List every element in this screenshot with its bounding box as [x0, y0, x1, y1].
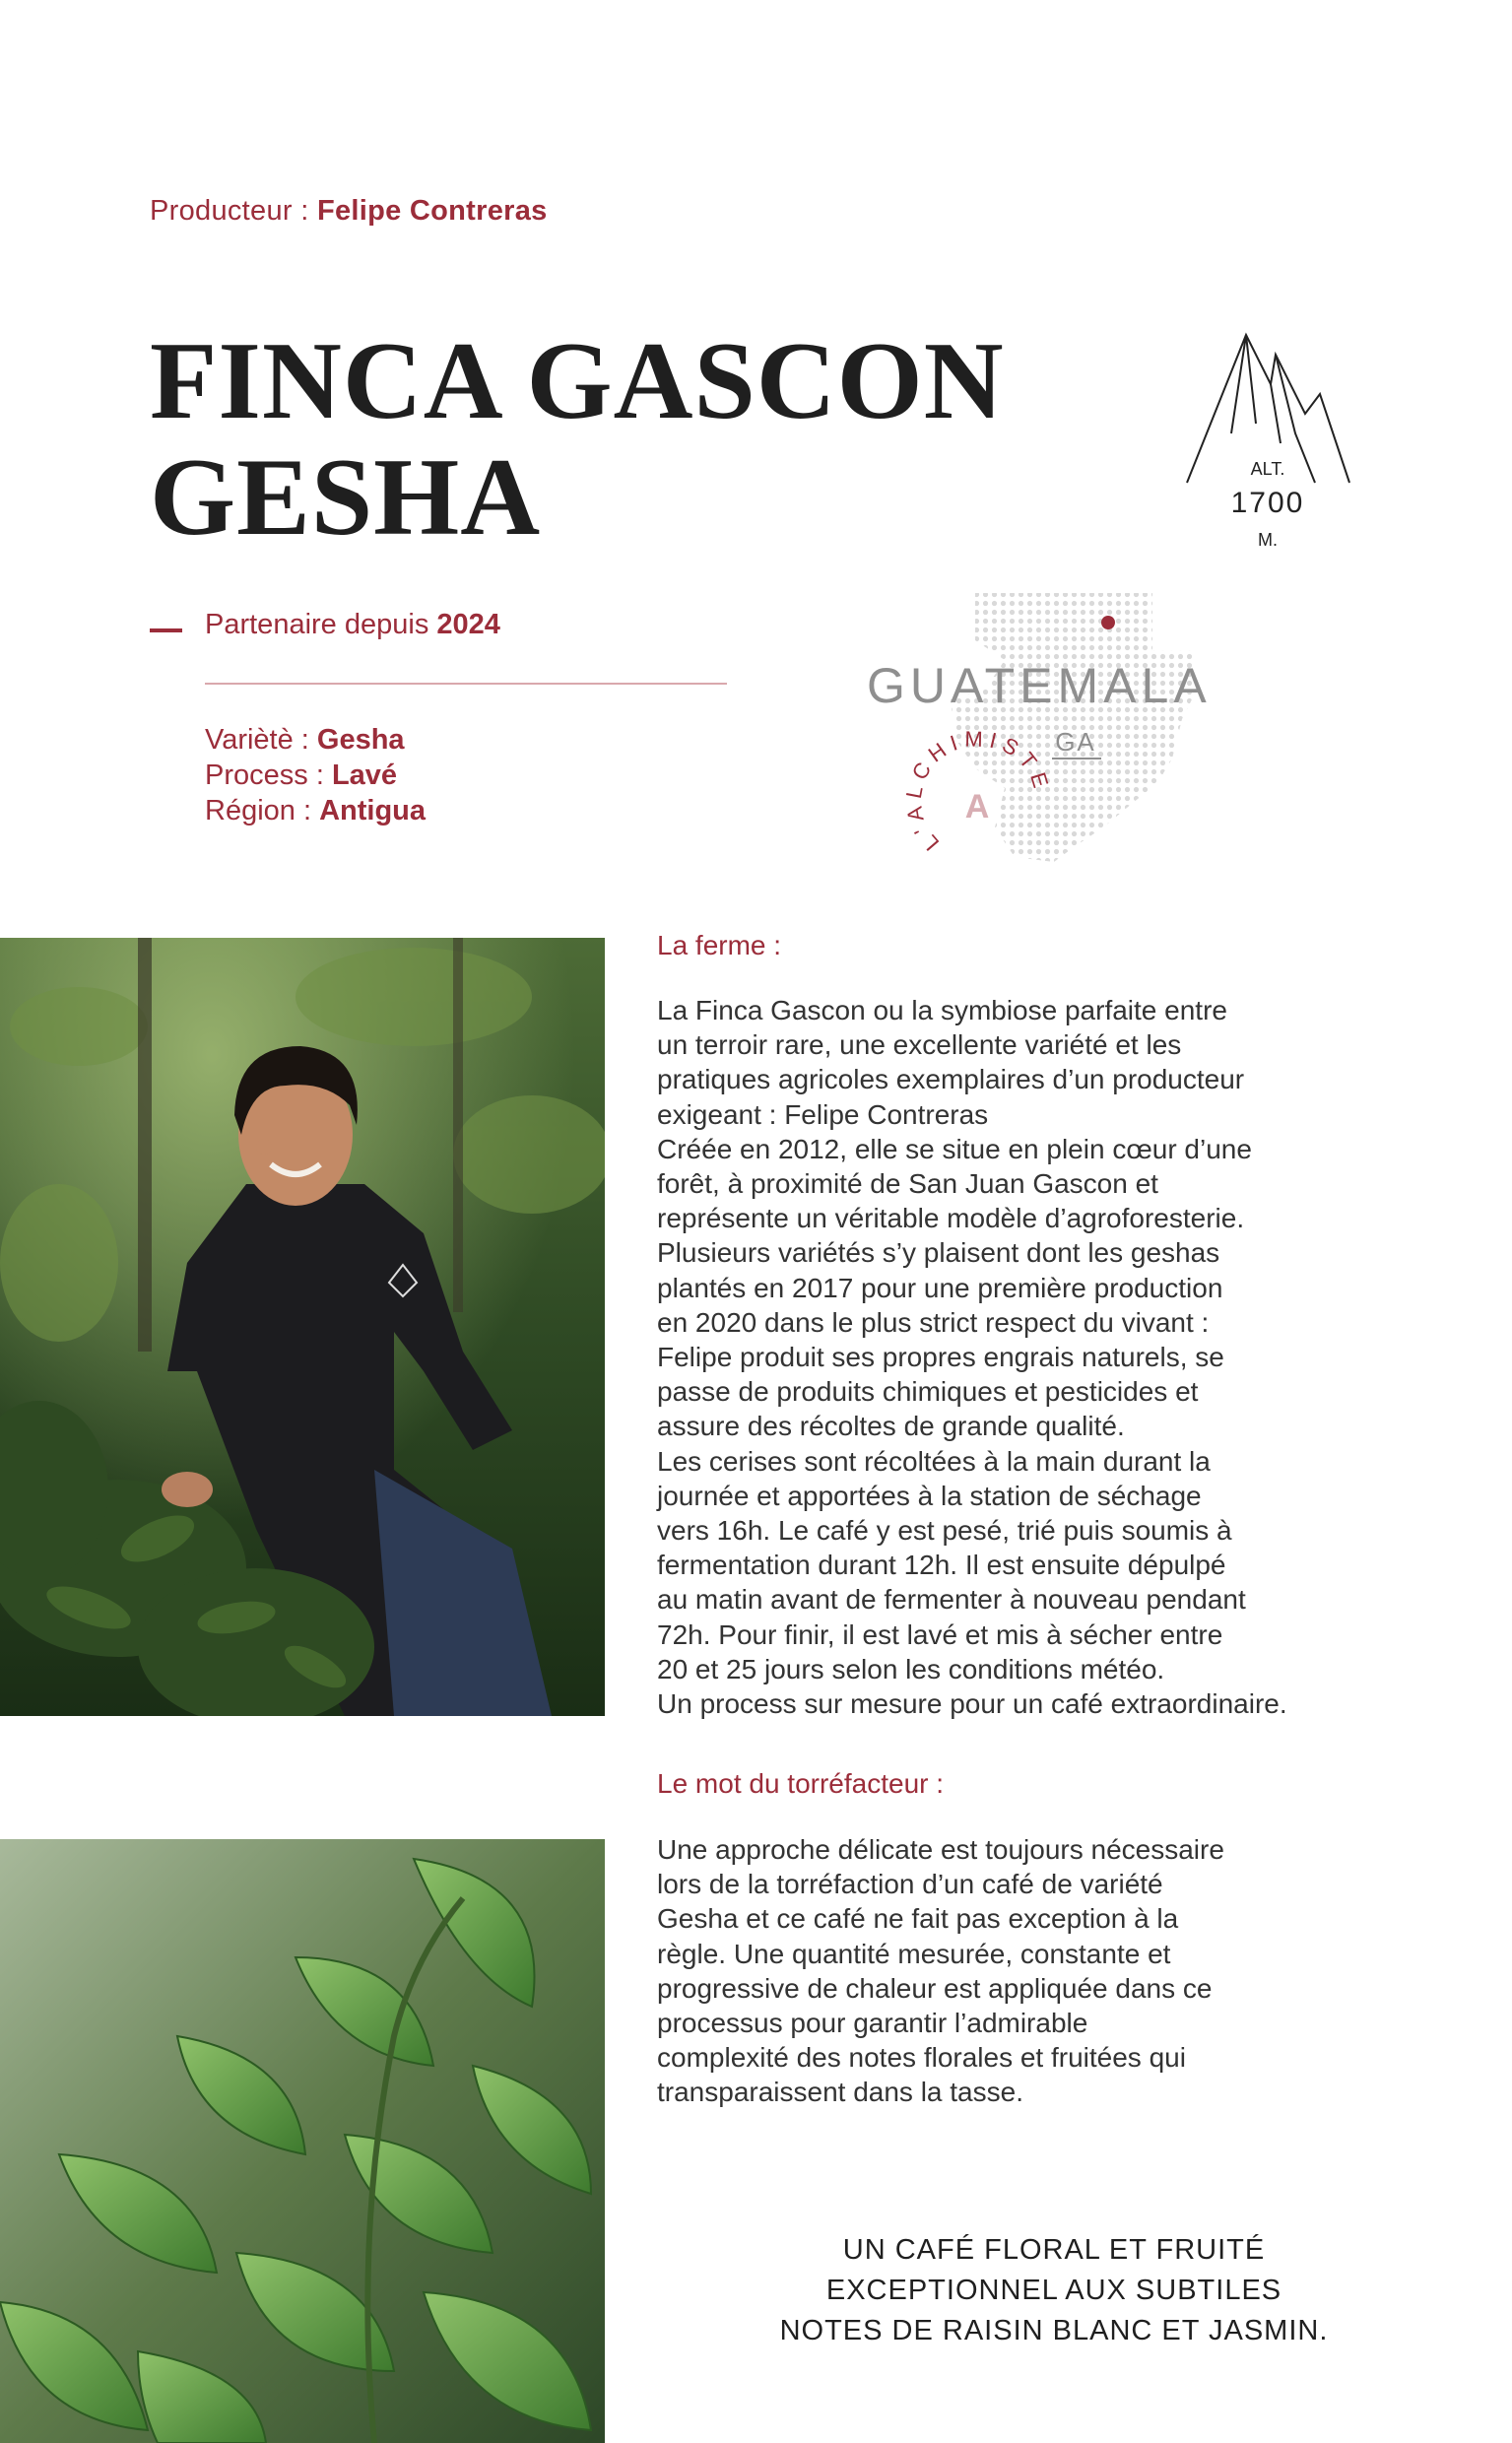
farm-line: journée et apportées à la station de séchage: [657, 1480, 1202, 1511]
farm-line: 72h. Pour finir, il est lavé et mis à sécher entre: [657, 1618, 1223, 1650]
map-country-code: GA: [1055, 727, 1096, 757]
coffee-leaves-photo: [0, 1839, 605, 2443]
svg-text:A: A: [964, 788, 990, 825]
producer-line: [150, 195, 548, 228]
spec-process-label: Process :: [205, 759, 332, 791]
partner-year: 2024: [436, 609, 500, 640]
tagline-line: NOTES DE RAISIN BLANC ET JASMIN.: [779, 2315, 1329, 2346]
spec-variety: [205, 722, 426, 758]
producer-label: Producteur :: [150, 195, 317, 227]
farm-line: vers 16h. Le café y est pesé, trié puis soumis à: [657, 1515, 1232, 1547]
divider: [205, 683, 727, 685]
altitude-value: 1700: [1230, 487, 1305, 519]
farm-line: forêt, à proximité de San Juan Gascon et: [657, 1168, 1158, 1200]
farm-line: plantés en 2017 pour une première production: [657, 1272, 1223, 1303]
farm-description: [657, 993, 1465, 1721]
farm-line: Felipe produit ses propres engrais naturels, se: [657, 1342, 1224, 1373]
title-line-2: GESHA: [150, 436, 542, 559]
roaster-line: Une approche délicate est toujours nécessaire: [657, 1834, 1224, 1865]
farm-line: Les cerises sont récoltées à la main durant la: [657, 1445, 1211, 1477]
partner-dash: [150, 628, 182, 632]
spec-region-value: Antigua: [319, 795, 427, 826]
spec-process-value: Lavé: [331, 759, 398, 791]
roaster-line: processus pour garantir l’admirable: [657, 2008, 1088, 2039]
producer-name: Felipe Contreras: [316, 195, 548, 227]
farm-line: Créée en 2012, elle se situe en plein cœur d’une: [657, 1133, 1252, 1164]
roaster-description: [657, 1832, 1465, 2110]
farm-line: exigeant : Felipe Contreras: [657, 1098, 989, 1130]
spec-variety-value: Gesha: [316, 724, 405, 756]
svg-text:L'ALCHIMISTE: L'ALCHIMISTE: [900, 726, 1056, 856]
farm-line: passe de produits chimiques et pesticides et: [657, 1376, 1199, 1408]
producer-photo: [0, 938, 605, 1716]
spec-variety-label: Variètè :: [205, 724, 317, 756]
farm-line: représente un véritable modèle d’agroforesterie.: [657, 1203, 1245, 1234]
page-title: [150, 320, 1005, 559]
farm-line: un terroir rare, une excellente variété et les: [657, 1029, 1182, 1061]
farm-line: La Finca Gascon ou la symbiose parfaite entre: [657, 995, 1227, 1025]
spec-region-label: Région :: [205, 795, 320, 826]
farm-line: en 2020 dans le plus strict respect du vivant :: [657, 1306, 1210, 1338]
tasting-tagline: [690, 2230, 1418, 2351]
partner-label: Partenaire depuis: [205, 609, 437, 640]
roaster-line: lors de la torréfaction d’un café de variété: [657, 1869, 1163, 1900]
farm-line: Plusieurs variétés s’y plaisent dont les geshas: [657, 1237, 1220, 1269]
tagline-line: UN CAFÉ FLORAL ET FRUITÉ: [842, 2234, 1266, 2266]
partner-line: [205, 609, 500, 641]
coffee-specs: [205, 722, 426, 828]
map-country-label: GUATEMALA: [867, 658, 1212, 713]
farm-line: au matin avant de fermenter à nouveau pendant: [657, 1584, 1246, 1616]
spec-region: [205, 793, 426, 828]
roaster-heading: Le mot du torréfacteur :: [657, 1768, 945, 1799]
roaster-line: règle. Une quantité mesurée, constante et: [657, 1938, 1171, 1969]
farm-line: fermentation durant 12h. Il est ensuite dépulpé: [657, 1550, 1226, 1581]
spec-process: [205, 758, 426, 793]
farm-line: Un process sur mesure pour un café extraordinaire.: [657, 1688, 1287, 1720]
altitude-unit: M.: [1258, 530, 1278, 550]
farm-heading: La ferme :: [657, 930, 782, 960]
roaster-line: Gesha et ce café ne fait pas exception à la: [657, 1903, 1179, 1935]
farm-line: pratiques agricoles exemplaires d’un producteur: [657, 1064, 1245, 1095]
guatemala-map: [857, 581, 1290, 877]
farm-line: 20 et 25 jours selon les conditions météo.: [657, 1653, 1165, 1684]
roaster-line: progressive de chaleur est appliquée dans ce: [657, 1972, 1213, 2004]
tagline-line: EXCEPTIONNEL AUX SUBTILES: [825, 2275, 1282, 2306]
mountain-altitude-badge: [1177, 315, 1354, 561]
farm-location-dot: [1101, 616, 1115, 629]
roaster-line: transparaissent dans la tasse.: [657, 2077, 1023, 2108]
roaster-line: complexité des notes florales et fruitées qui: [657, 2042, 1186, 2074]
title-line-1: FINCA GASCON: [150, 320, 1005, 442]
altitude-label: ALT.: [1250, 459, 1285, 479]
farm-line: assure des récoltes de grande qualité.: [657, 1411, 1125, 1442]
